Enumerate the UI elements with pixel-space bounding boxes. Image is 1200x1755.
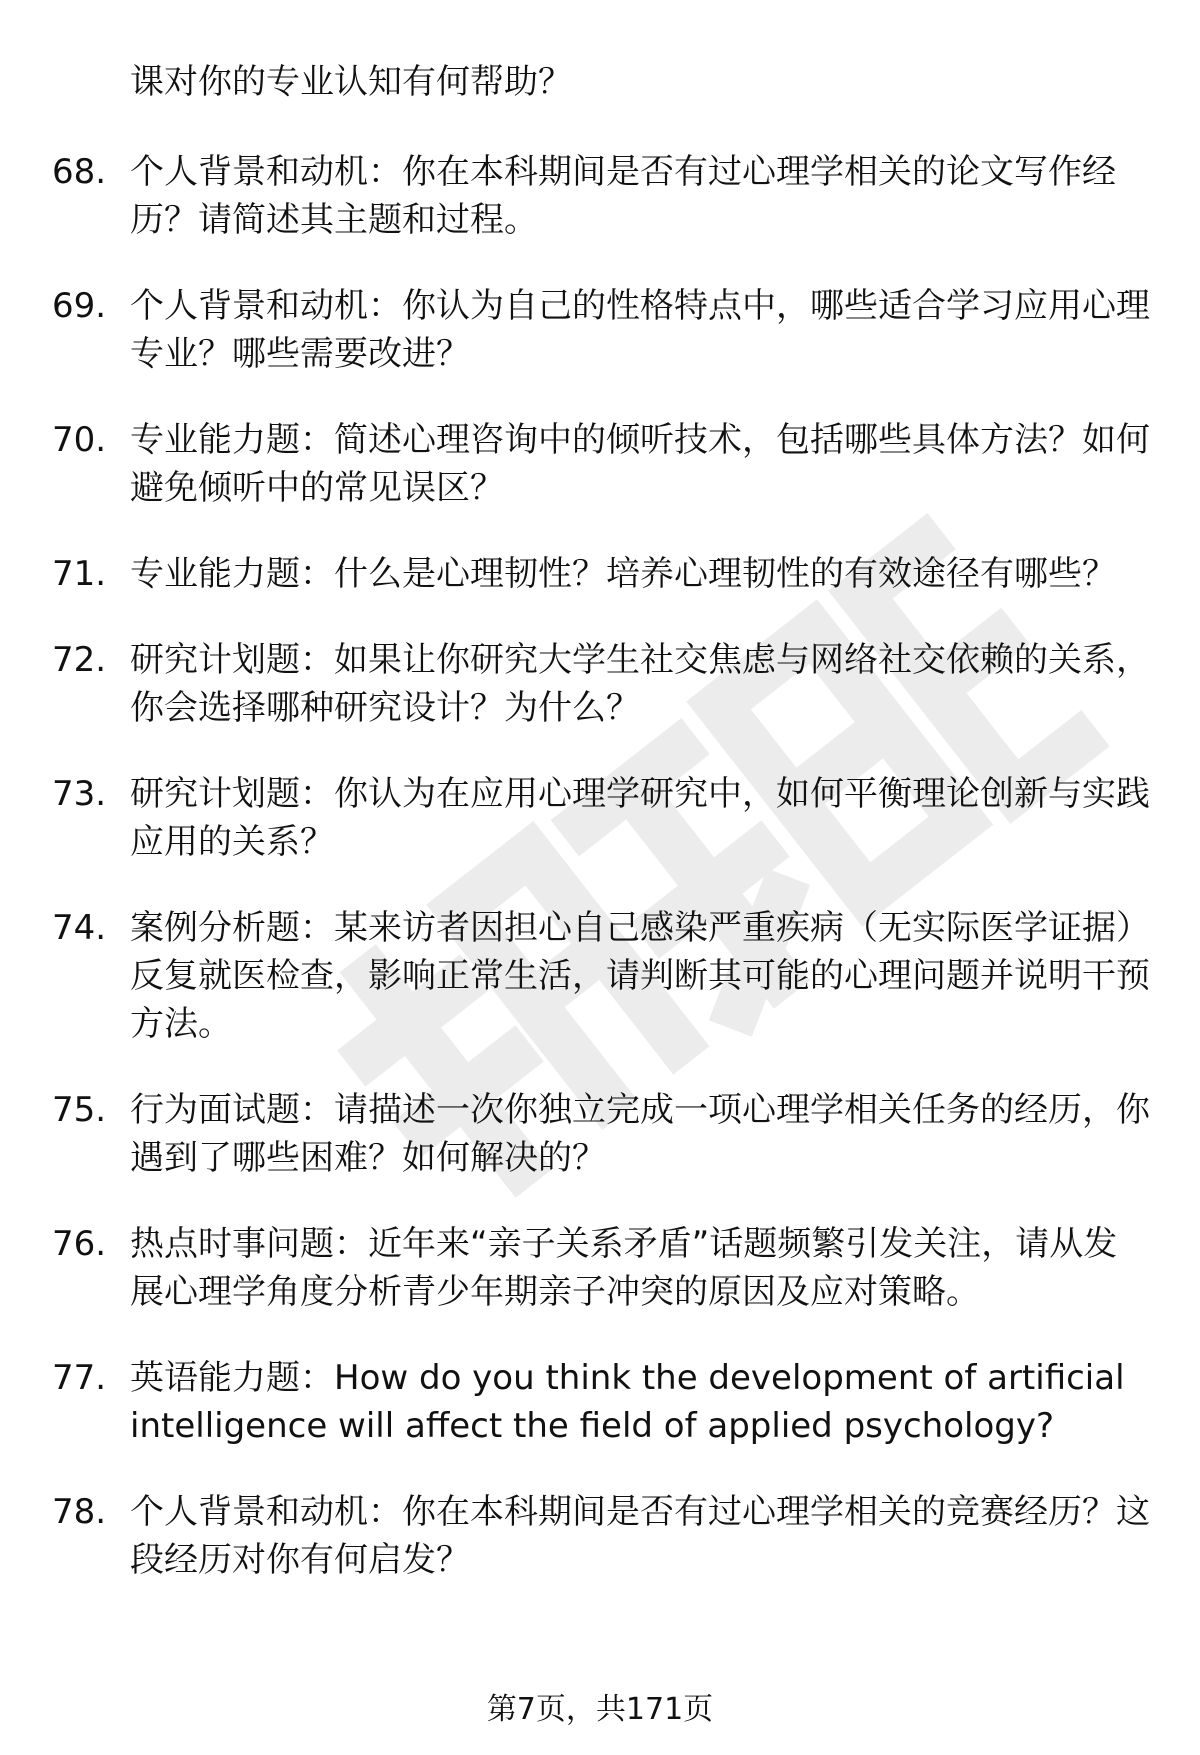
question-number: 76.: [52, 1224, 107, 1264]
question-text: 行为面试题：请描述一次你独立完成一项心理学相关任务的经历，你遇到了哪些困难？如何解决的？: [130, 1090, 1150, 1178]
question-text: 个人背景和动机：你在本科期间是否有过心理学相关的竞赛经历？这段经历对你有何启发？: [130, 1492, 1150, 1580]
page-footer: 第7页，共171页: [486, 1692, 714, 1727]
question-text: 专业能力题：什么是心理韧性？培养心理韧性的有效途径有哪些？: [130, 554, 1116, 594]
question-number: 72.: [52, 640, 107, 680]
list-item: [0, 550, 1200, 598]
question-number: 70.: [52, 420, 107, 460]
list-item: [0, 770, 1200, 866]
question-text: 案例分析题：某来访者因担心自己感染严重疾病（无实际医学证据）反复就医检查，影响正常生活，请判断其可能的心理问题并说明干预方法。: [130, 908, 1150, 1044]
list-item: [0, 148, 1200, 244]
list-item: [0, 1354, 1200, 1450]
question-list: [0, 148, 1200, 1622]
list-item: [0, 1220, 1200, 1316]
question-text: 研究计划题：如果让你研究大学生社交焦虑与网络社交依赖的关系，你会选择哪种研究设计？为什么？: [130, 640, 1150, 728]
question-text: 热点时事问题：近年来“亲子关系矛盾”话题频繁引发关注，请从发展心理学角度分析青少年期亲子冲突的原因及应对策略。: [130, 1224, 1118, 1312]
question-text: 专业能力题：简述心理咨询中的倾听技术，包括哪些具体方法？如何避免倾听中的常见误区？: [130, 420, 1150, 508]
question-text: 英语能力题：How do you think the development of artificial intelligence will affect the field of applied psychology?: [130, 1358, 1125, 1446]
list-item: [0, 1488, 1200, 1584]
question-number: 77.: [52, 1358, 107, 1398]
list-item: [0, 282, 1200, 378]
question-number: 78.: [52, 1492, 107, 1532]
question-number: 71.: [52, 554, 107, 594]
question-number: 68.: [52, 152, 107, 192]
question-text: 个人背景和动机：你认为自己的性格特点中，哪些适合学习应用心理专业？哪些需要改进？: [130, 286, 1150, 374]
question-text: 研究计划题：你认为在应用心理学研究中，如何平衡理论创新与实践应用的关系？: [130, 774, 1150, 862]
continuation-text: 课对你的专业认知有何帮助？: [130, 62, 572, 102]
question-number: 73.: [52, 774, 107, 814]
list-item: [0, 1086, 1200, 1182]
question-text: 个人背景和动机：你在本科期间是否有过心理学相关的论文写作经历？请简述其主题和过程。: [130, 152, 1116, 240]
question-number: 69.: [52, 286, 107, 326]
list-item: [0, 416, 1200, 512]
question-number: 75.: [52, 1090, 107, 1130]
list-item: [0, 636, 1200, 732]
question-number: 74.: [52, 908, 107, 948]
list-item: [0, 904, 1200, 1048]
